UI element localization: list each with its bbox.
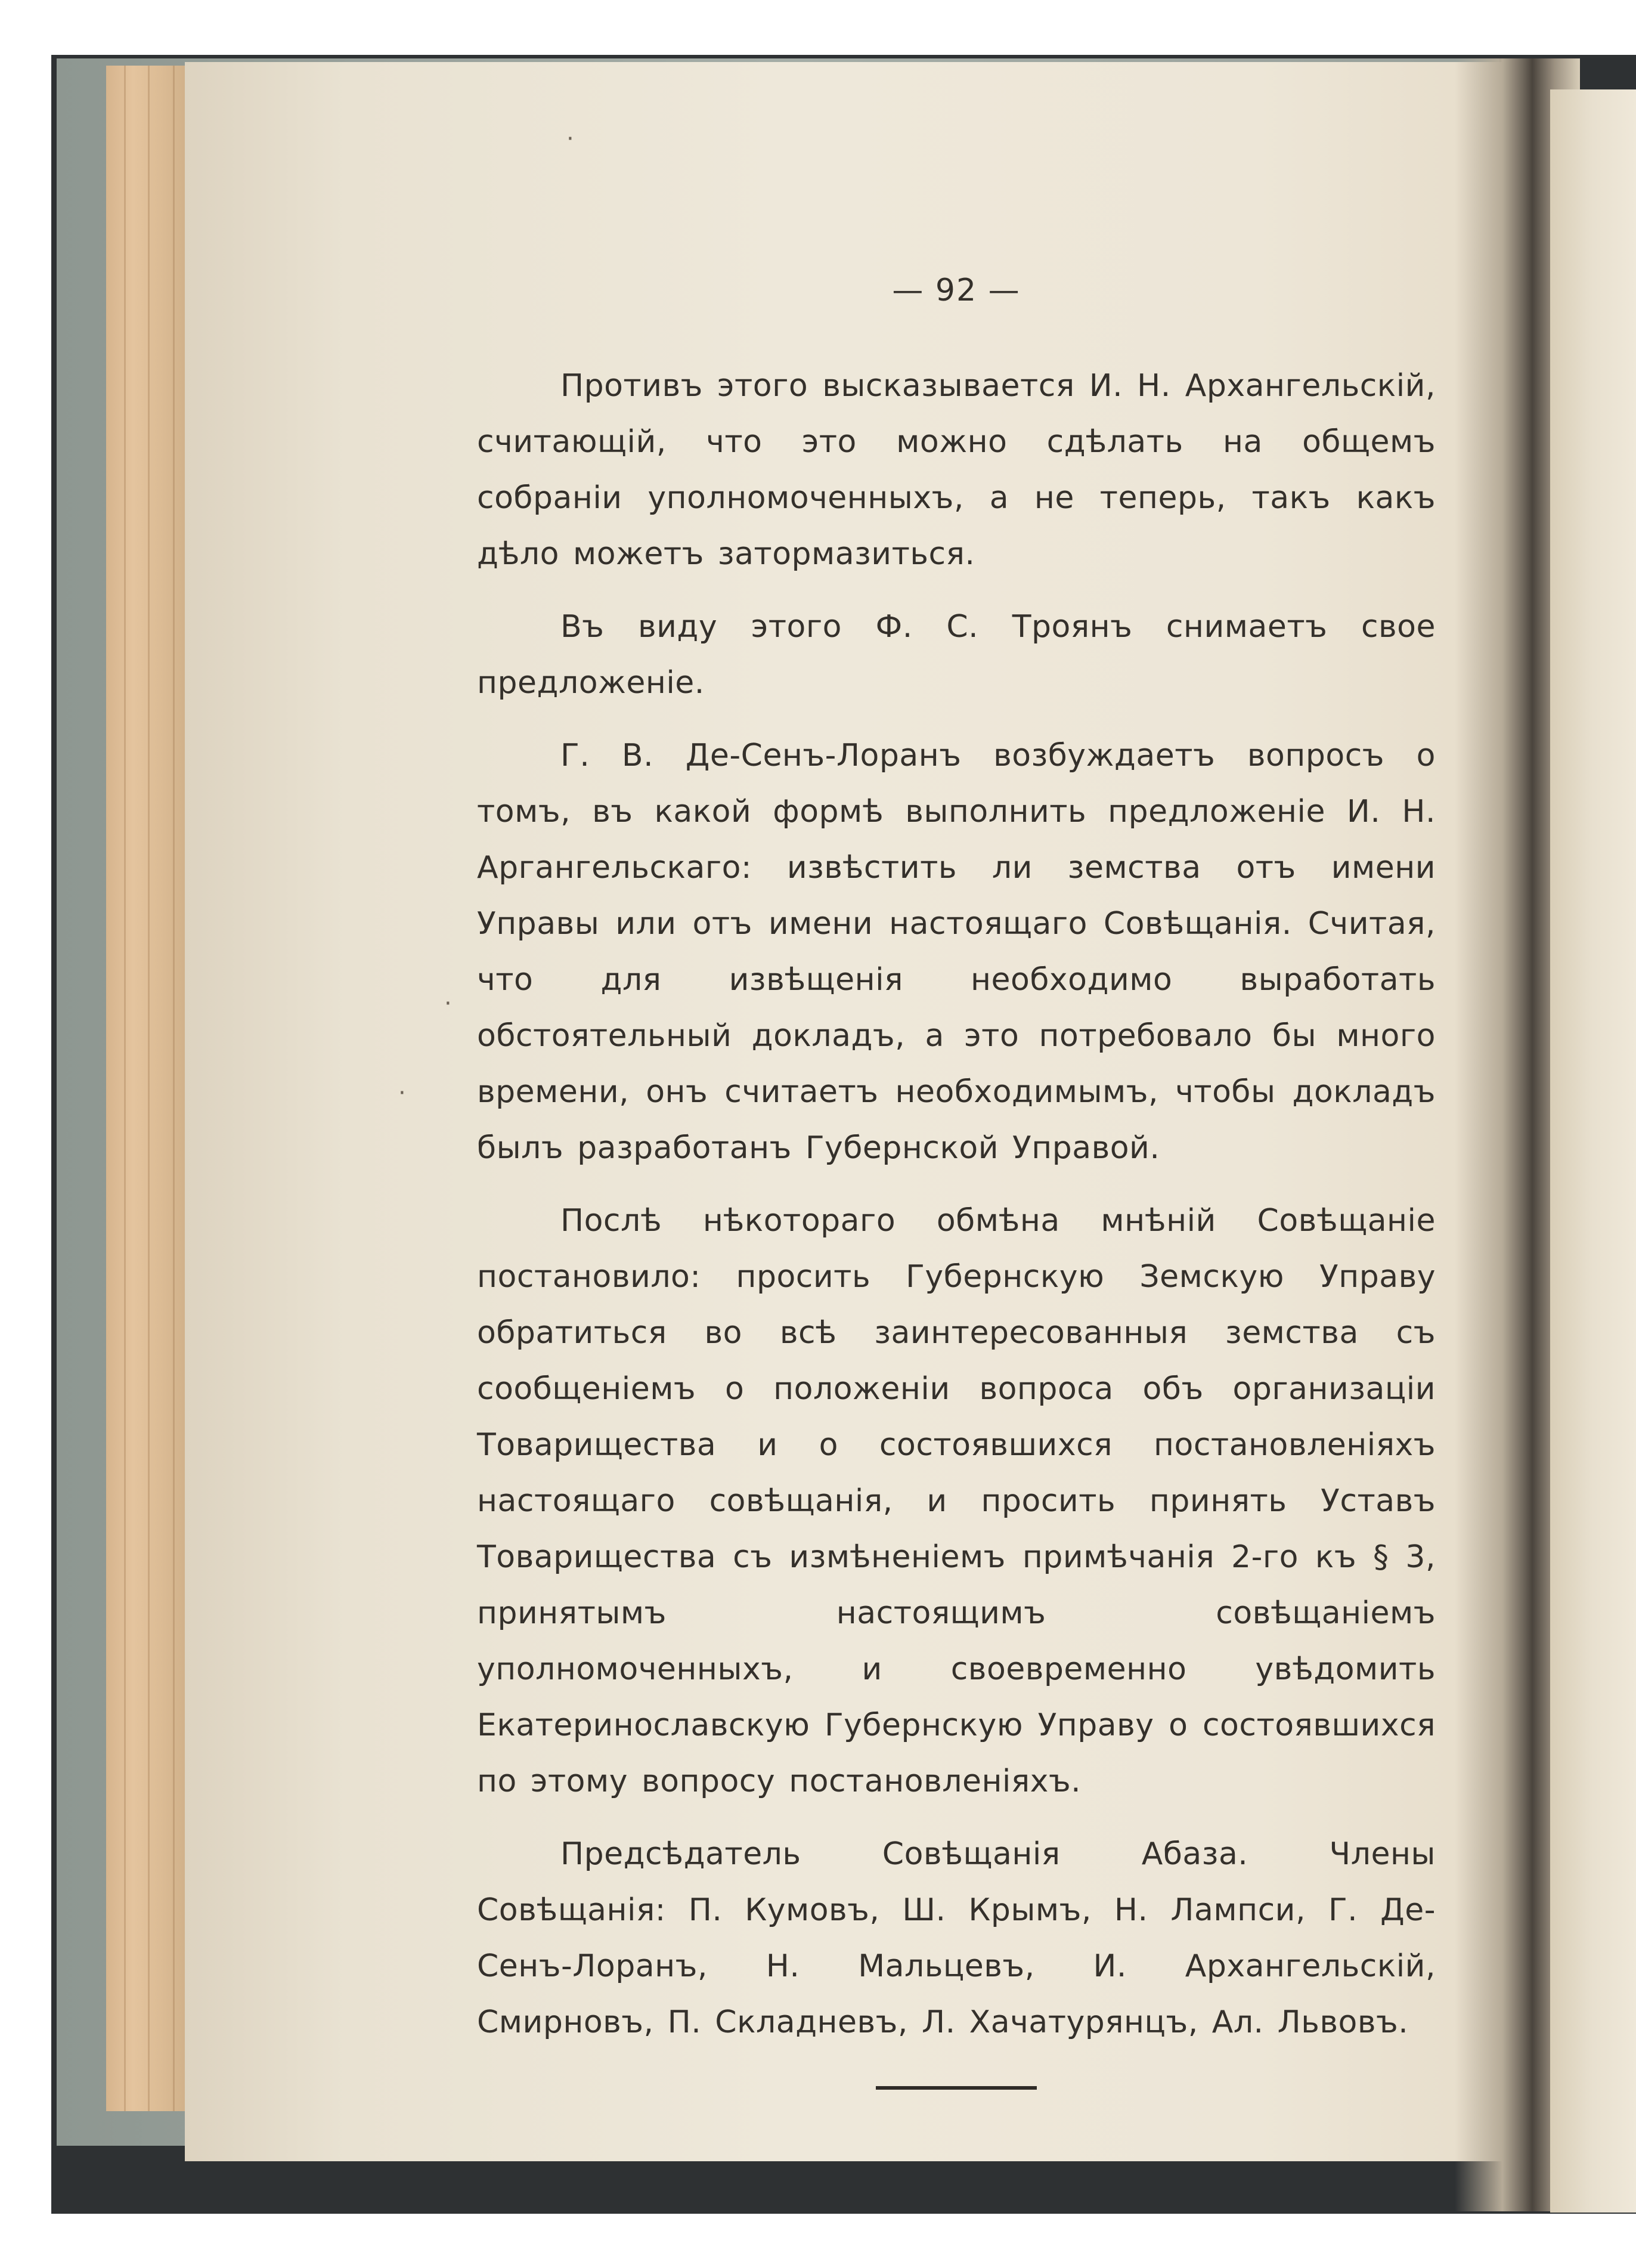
page-number: — 92 — — [892, 273, 1021, 308]
paragraph-2: Въ виду этого Ф. С. Троянъ снимаетъ свое предложеніе. — [477, 609, 1436, 701]
page-edge-line — [124, 66, 126, 2111]
page-text — [477, 262, 1436, 2090]
facing-page — [1550, 89, 1636, 2213]
paragraph-3: Г. В. Де-Сенъ-Лоранъ возбуждаетъ вопросъ о томъ, въ какой формѣ выполнить предложеніе И. Н. Аргангельскаго: извѣстить ли земства отъ имени Управы или отъ имени настоящаго Совѣщанія. Считая, что для извѣщенія необходимо выработать обстоятельный докладъ, а это потребовало бы много времени, онъ считаетъ необходимымъ, чтобы докладъ былъ разработанъ Губернской Управой. — [477, 738, 1436, 1166]
page-edges — [106, 66, 196, 2111]
paragraph-5: Предсѣдатель Совѣщанія Абаза. Члены Совѣщанія: П. Кумовъ, Ш. Крымъ, Н. Лампси, Г. Де-Сенъ-Лоранъ, Н. Мальцевъ, И. Архангельскій, Смирновъ, П. Складневъ, Л. Хачатурянцъ, Ал. Львовъ. — [477, 1836, 1436, 2040]
paragraph-1: Противъ этого высказывается И. Н. Архангельскій, считающій, что это можно сдѣлать на общемъ собраніи уполномоченныхъ, а не теперь, такъ какъ дѣло можетъ затормазиться. — [477, 368, 1436, 572]
page-edge-line — [173, 66, 175, 2111]
page-edge-line — [148, 66, 150, 2111]
paragraph-4: Послѣ нѣкотораго обмѣна мнѣній Совѣщаніе постановило: просить Губернскую Земскую Управу обратиться во всѣ заинтересованныя земства съ сообщеніемъ о положеніи вопроса объ организаціи Товарищества и о состоявшихся постановленіяхъ настоящаго совѣщанія, и просить принять Уставъ Товарищества съ измѣненіемъ примѣчанія 2-го къ § 3, принятымъ настоящимъ совѣщаніемъ уполномоченныхъ, и своевременно увѣдомить Екатеринославскую Губернскую Управу о состоявшихся по этому вопросу постановленіяхъ. — [477, 1203, 1436, 1799]
paper-speck: · — [444, 990, 452, 1017]
closing-rule — [876, 2086, 1037, 2090]
paper-speck: · — [398, 1079, 406, 1107]
paper-speck: · — [566, 125, 574, 153]
